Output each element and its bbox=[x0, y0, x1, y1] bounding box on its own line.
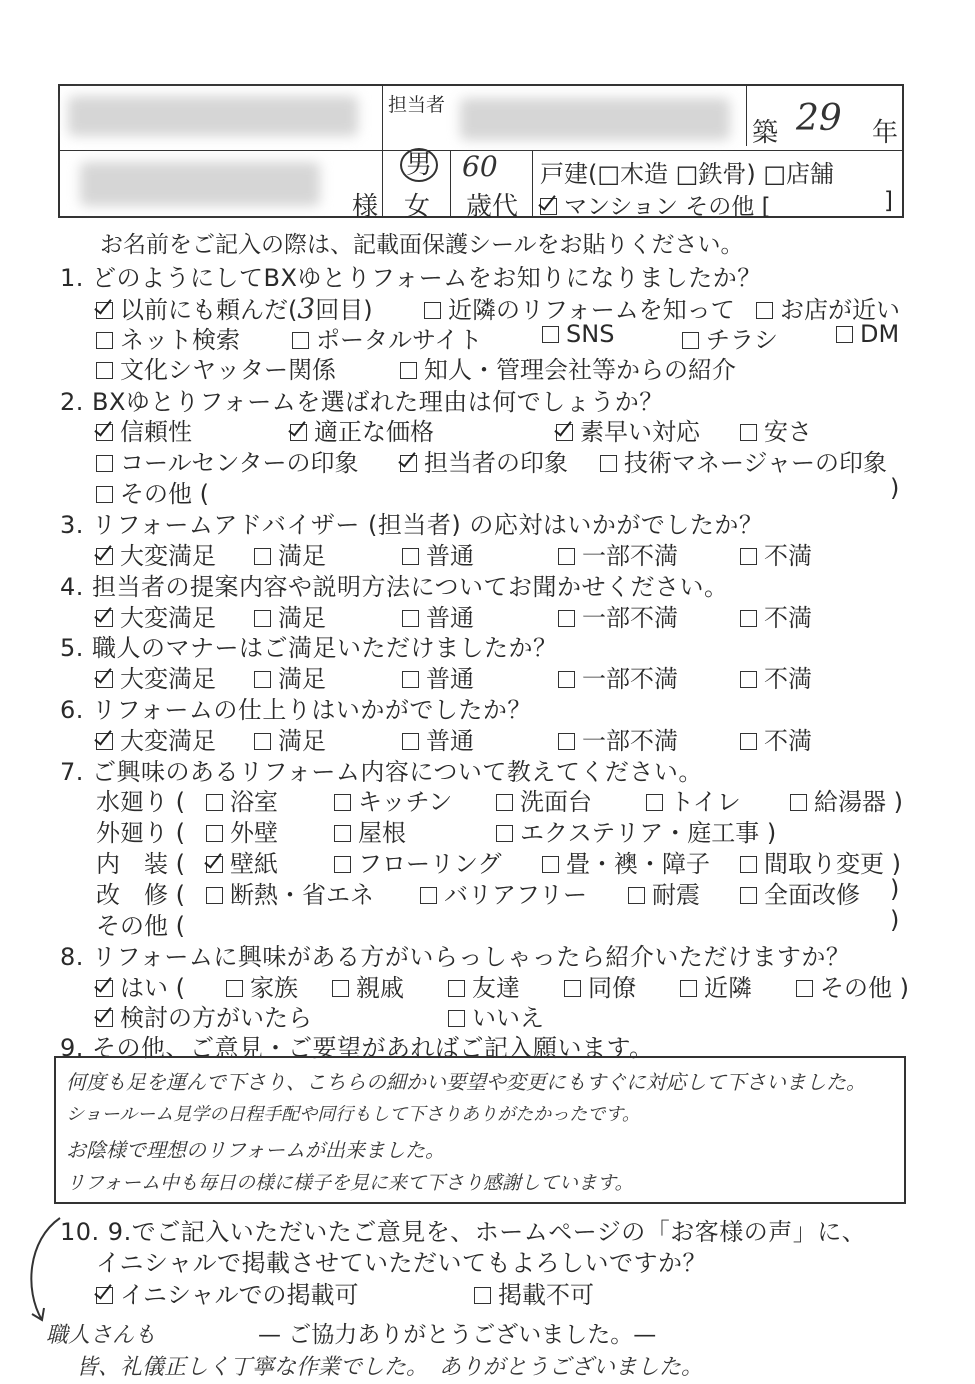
option-label: 一部不満 bbox=[582, 727, 678, 755]
checkbox[interactable] bbox=[254, 733, 271, 750]
checkbox[interactable] bbox=[496, 794, 513, 811]
sama-label: 様 bbox=[352, 192, 379, 222]
q10-option-initial-ok bbox=[96, 1275, 359, 1310]
handwritten-arrow bbox=[20, 1210, 100, 1330]
option-label: 不満 bbox=[764, 604, 812, 632]
q10-title: 10. 9.でご記入いただいたご意見を、ホームページの「お客様の声」に、 bbox=[60, 1218, 867, 1246]
house-type-line2 bbox=[540, 188, 771, 221]
q1-option-dm bbox=[836, 320, 899, 348]
option-label: 安さ bbox=[764, 418, 812, 446]
q1-option-sns bbox=[542, 320, 614, 348]
option-label: 洗面台 bbox=[520, 788, 592, 816]
checkbox[interactable] bbox=[558, 671, 575, 688]
q7-renovation-full bbox=[740, 875, 860, 910]
option-label: 普通 bbox=[426, 542, 474, 570]
option-label: 文化シヤッター関係 bbox=[120, 356, 336, 384]
q6-title: 6. リフォームの仕上りはいかがでしたか？ bbox=[60, 696, 532, 724]
q7-exterior-garden bbox=[496, 813, 776, 848]
comment-line: リフォーム中も毎日の様に様子を見に来て下さり感謝しています。 bbox=[66, 1172, 634, 1194]
q2-title: 2. BXゆとりフォームを選ばれた理由は何でしょうか？ bbox=[60, 388, 664, 416]
q7-interior-layout bbox=[740, 844, 901, 879]
checkbox[interactable] bbox=[254, 548, 271, 565]
checkbox[interactable] bbox=[254, 671, 271, 688]
option-label: 技術マネージャーの印象 bbox=[624, 449, 888, 477]
option-label: 全面改修 bbox=[764, 881, 860, 909]
comment-box[interactable] bbox=[54, 1056, 906, 1204]
checkbox[interactable] bbox=[334, 856, 351, 873]
option-label: 一部不満 bbox=[582, 665, 678, 693]
checkbox[interactable] bbox=[96, 486, 113, 503]
q6-rating-very-satisfied bbox=[96, 721, 216, 756]
option-label: DM bbox=[860, 320, 900, 348]
q7-water-toilet bbox=[646, 782, 741, 817]
q6-rating-partly bbox=[558, 721, 678, 756]
option-label: 屋根 bbox=[358, 819, 406, 847]
year-label: 年 bbox=[872, 118, 899, 148]
checkbox[interactable] bbox=[400, 362, 417, 379]
option-label: 素早い対応 bbox=[580, 418, 700, 446]
option-label: チラシ bbox=[706, 326, 778, 354]
q5-rating-normal bbox=[402, 659, 474, 694]
q7-water-bath bbox=[206, 782, 278, 817]
comment-line: お陰様で理想のリフォームが出来ました。 bbox=[66, 1138, 445, 1162]
checkbox[interactable] bbox=[740, 856, 757, 873]
option-label: 耐震 bbox=[652, 881, 700, 909]
option-label: 満足 bbox=[278, 542, 326, 570]
q8-yes-colleague bbox=[564, 968, 636, 1003]
checkbox[interactable] bbox=[334, 825, 351, 842]
option-label: お店が近い bbox=[780, 296, 900, 324]
checkbox[interactable] bbox=[96, 1010, 113, 1027]
checkbox[interactable] bbox=[628, 887, 645, 904]
checkbox[interactable] bbox=[254, 610, 271, 627]
option-label: コールセンターの印象 bbox=[120, 449, 359, 477]
q5-rating-unsatisfied bbox=[740, 659, 812, 694]
checkbox[interactable] bbox=[96, 980, 113, 997]
age-value: 60 bbox=[462, 150, 498, 183]
checkbox[interactable] bbox=[558, 610, 575, 627]
checkbox[interactable] bbox=[96, 610, 113, 627]
redacted-staff-name bbox=[460, 98, 730, 140]
checkbox[interactable] bbox=[206, 825, 223, 842]
q2-option-tech bbox=[600, 443, 887, 478]
staff-label: 担当者 bbox=[388, 94, 446, 116]
redacted-name bbox=[80, 162, 320, 206]
q3-rating-satisfied bbox=[254, 536, 326, 571]
q1-option-bunka bbox=[96, 350, 336, 385]
checkbox[interactable] bbox=[334, 794, 351, 811]
q5-rating-satisfied bbox=[254, 659, 326, 694]
q3-rating-partly bbox=[558, 536, 678, 571]
q6-rating-normal bbox=[402, 721, 474, 756]
checkbox[interactable] bbox=[496, 825, 513, 842]
option-label: 大変満足 bbox=[120, 542, 216, 570]
gender-female: 女 bbox=[404, 192, 431, 222]
checkbox[interactable] bbox=[402, 733, 419, 750]
option-label: 掲載不可 bbox=[498, 1281, 594, 1309]
option-label: 信頼性 bbox=[120, 418, 192, 446]
comment-line: 何度も足を運んで下さり、こちらの細かい要望や変更にもすぐに対応して下さいました。 bbox=[66, 1070, 866, 1094]
option-label: 親戚 bbox=[356, 974, 404, 1002]
checkbox[interactable] bbox=[206, 794, 223, 811]
option-label: 壁紙 bbox=[230, 850, 278, 878]
checkbox[interactable] bbox=[740, 548, 757, 565]
checkbox[interactable] bbox=[558, 548, 575, 565]
q2-option-price bbox=[290, 412, 434, 447]
divider bbox=[382, 86, 383, 216]
checkbox[interactable] bbox=[96, 302, 113, 319]
checkbox[interactable] bbox=[332, 980, 349, 997]
q2-option-staff bbox=[400, 443, 568, 478]
checkbox[interactable] bbox=[96, 332, 113, 349]
option-label: 近隣 bbox=[704, 974, 752, 1002]
checkbox[interactable] bbox=[558, 733, 575, 750]
checkbox[interactable] bbox=[646, 794, 663, 811]
q7-renovation-barrierfree bbox=[420, 875, 587, 910]
checkbox[interactable] bbox=[402, 671, 419, 688]
option-label: 検討の方がいたら bbox=[120, 1004, 312, 1032]
checkbox[interactable] bbox=[290, 424, 307, 441]
option-label: ネット検索 bbox=[120, 326, 240, 354]
option-label: 普通 bbox=[426, 727, 474, 755]
q7-row-other-label: その他 ( bbox=[96, 912, 185, 940]
q7-water-washbasin bbox=[496, 782, 592, 817]
q8-yes-other bbox=[796, 968, 909, 1003]
q8-yes-relatives bbox=[332, 968, 404, 1003]
q7-row-water-label: 水廻り ( bbox=[96, 788, 185, 816]
q1-title: 1. どのようにしてBXゆとりフォームをお知りになりましたか？ bbox=[60, 264, 762, 292]
checkbox[interactable] bbox=[542, 856, 559, 873]
checkbox[interactable] bbox=[836, 326, 853, 343]
option-label: 普通 bbox=[426, 604, 474, 632]
handwritten-count: 3 bbox=[297, 292, 316, 325]
checkbox[interactable] bbox=[96, 671, 113, 688]
option-label: 近隣のリフォームを知って bbox=[448, 296, 735, 324]
option-label: 畳・襖・障子 bbox=[566, 850, 710, 878]
footnote-line1: 職人さんも bbox=[46, 1323, 157, 1348]
gender-male-circled: 男 bbox=[400, 148, 438, 182]
checkbox[interactable] bbox=[556, 424, 573, 441]
q4-rating-partly bbox=[558, 598, 678, 633]
checkbox[interactable] bbox=[206, 887, 223, 904]
checkbox[interactable] bbox=[474, 1287, 491, 1304]
option-label: 不満 bbox=[764, 727, 812, 755]
q3-rating-unsatisfied bbox=[740, 536, 812, 571]
q7-exterior-roof bbox=[334, 813, 406, 848]
q7-other-close: ) bbox=[890, 906, 900, 934]
q3-title: 3. リフォームアドバイザー (担当者) の応対はいかがでしたか？ bbox=[60, 511, 764, 539]
checkbox[interactable] bbox=[680, 980, 697, 997]
checkbox[interactable] bbox=[796, 980, 813, 997]
thanks-text: — ご協力ありがとうございました。— bbox=[258, 1322, 657, 1348]
q2-option-trust bbox=[96, 412, 192, 447]
checkbox[interactable] bbox=[740, 424, 757, 441]
q7-renovation-insulation bbox=[206, 875, 374, 910]
redacted-address bbox=[68, 96, 358, 136]
checkbox[interactable] bbox=[96, 455, 113, 472]
q9-title: 9. その他、ご意見・ご要望があればご記入願います。 bbox=[60, 1034, 654, 1062]
q7-renovation-quake bbox=[628, 875, 700, 910]
q8-yes-neighbor bbox=[680, 968, 752, 1003]
divider bbox=[532, 150, 533, 216]
option-label: 回目) bbox=[315, 296, 373, 324]
q5-rating-partly bbox=[558, 659, 678, 694]
option-label: SNS bbox=[566, 320, 615, 348]
house-type-line2-text: マンション その他 [ bbox=[564, 194, 771, 220]
checkbox[interactable] bbox=[682, 332, 699, 349]
q2-other-close: ) bbox=[890, 474, 900, 502]
checkbox[interactable] bbox=[756, 302, 773, 319]
option-label: 満足 bbox=[278, 665, 326, 693]
q7-interior-tatami bbox=[542, 844, 710, 879]
q4-rating-unsatisfied bbox=[740, 598, 812, 633]
option-label: 一部不満 bbox=[582, 542, 678, 570]
q1-option-referral bbox=[400, 350, 736, 385]
q10-title-line2: イニシャルで掲載させていただいてもよろしいですか？ bbox=[96, 1249, 708, 1277]
q7-water-heater bbox=[790, 782, 903, 817]
checkbox[interactable] bbox=[206, 856, 223, 873]
q8-title: 8. リフォームに興味がある方がいらっしゃったら紹介いただけますか？ bbox=[60, 943, 851, 971]
option-label: 大変満足 bbox=[120, 604, 216, 632]
option-label: 家族 bbox=[250, 974, 298, 1002]
option-label: フローリング bbox=[358, 850, 502, 878]
q7-exterior-wall bbox=[206, 813, 278, 848]
option-label: 適正な価格 bbox=[314, 418, 434, 446]
checkbox[interactable] bbox=[740, 671, 757, 688]
checkbox[interactable] bbox=[564, 980, 581, 997]
option-label: 給湯器 ) bbox=[814, 788, 903, 816]
option-label: 外壁 bbox=[230, 819, 278, 847]
q10-option-no-publish bbox=[474, 1275, 594, 1310]
footnote-line2: 皆、礼儀正しく丁寧な作業でした。 ありがとうございました。 bbox=[76, 1355, 704, 1380]
q7-row-exterior-label: 外廻り ( bbox=[96, 819, 185, 847]
option-label: バリアフリー bbox=[444, 881, 588, 909]
checkbox[interactable] bbox=[292, 332, 309, 349]
option-label: トイレ bbox=[670, 788, 741, 816]
q4-title: 4. 担当者の提案内容や説明方法についてお聞かせください。 bbox=[60, 573, 729, 601]
option-label: 大変満足 bbox=[120, 665, 216, 693]
checkbox[interactable] bbox=[600, 455, 617, 472]
checkbox[interactable] bbox=[740, 610, 757, 627]
checkbox[interactable] bbox=[402, 548, 419, 565]
option-label: 満足 bbox=[278, 604, 326, 632]
q7-row-renovation-label: 改 修 ( bbox=[96, 881, 185, 909]
checkbox[interactable] bbox=[448, 1010, 465, 1027]
divider bbox=[746, 86, 747, 146]
checkbox[interactable] bbox=[402, 610, 419, 627]
q7-water-kitchen bbox=[334, 782, 452, 817]
checkbox[interactable] bbox=[96, 362, 113, 379]
option-label: 普通 bbox=[426, 665, 474, 693]
q2-option-callcenter bbox=[96, 443, 359, 478]
option-label: いいえ bbox=[472, 1004, 544, 1032]
q7-title: 7. ご興味のあるリフォーム内容について教えてください。 bbox=[60, 758, 703, 786]
comment-line: ショールーム見学の日程手配や同行もして下さりありがたかったです。 bbox=[66, 1104, 640, 1125]
option-label: 以前にも頼んだ( bbox=[120, 296, 298, 324]
checkbox[interactable] bbox=[420, 887, 437, 904]
option-label: 大変満足 bbox=[120, 727, 216, 755]
checkbox[interactable] bbox=[226, 980, 243, 997]
option-label: その他 ) bbox=[820, 974, 909, 1002]
option-label: はい ( bbox=[120, 974, 185, 1002]
option-label: 同僚 bbox=[588, 974, 636, 1002]
divider bbox=[450, 150, 451, 216]
age-suffix: 歳代 bbox=[466, 192, 519, 222]
option-label: 不満 bbox=[764, 542, 812, 570]
checkbox[interactable] bbox=[96, 548, 113, 565]
house-type-bracket: ] bbox=[884, 188, 893, 214]
checkbox[interactable] bbox=[96, 733, 113, 750]
q6-rating-satisfied bbox=[254, 721, 326, 756]
option-label: その他 ( bbox=[120, 480, 209, 508]
q3-rating-very-satisfied bbox=[96, 536, 216, 571]
option-label: 知人・管理会社等からの紹介 bbox=[424, 356, 736, 384]
option-label: ポータルサイト bbox=[316, 326, 483, 354]
checkbox[interactable] bbox=[448, 980, 465, 997]
option-label: 担当者の印象 bbox=[424, 449, 568, 477]
mansion-checkbox[interactable] bbox=[540, 198, 557, 215]
checkbox[interactable] bbox=[400, 455, 417, 472]
q3-rating-normal bbox=[402, 536, 474, 571]
option-label: 友達 bbox=[472, 974, 520, 1002]
q6-rating-unsatisfied bbox=[740, 721, 812, 756]
q7-renovation-close: ) bbox=[890, 875, 900, 903]
option-label: 一部不満 bbox=[582, 604, 678, 632]
house-type-line1: 戸建(□木造 □鉄骨) □店舗 bbox=[540, 160, 835, 188]
option-label: イニシャルでの掲載可 bbox=[120, 1281, 359, 1309]
q5-rating-very-satisfied bbox=[96, 659, 216, 694]
checkbox[interactable] bbox=[96, 424, 113, 441]
option-label: 不満 bbox=[764, 665, 812, 693]
building-age-value: 29 bbox=[796, 98, 842, 139]
checkbox[interactable] bbox=[740, 887, 757, 904]
checkbox[interactable] bbox=[790, 794, 807, 811]
q2-option-other bbox=[96, 474, 209, 509]
option-label: 浴室 bbox=[230, 788, 278, 816]
option-label: 満足 bbox=[278, 727, 326, 755]
checkbox[interactable] bbox=[424, 302, 441, 319]
intro-text: お名前をご記入の際は、記載面保護シールをお貼りください。 bbox=[100, 232, 744, 258]
option-label: 間取り変更 ) bbox=[764, 850, 901, 878]
q2-option-cheap bbox=[740, 412, 812, 447]
building-age-label: 築 bbox=[752, 118, 779, 148]
option-label: 断熱・省エネ bbox=[230, 881, 374, 909]
q7-row-interior-label: 内 装 ( bbox=[96, 850, 185, 878]
q7-interior-wallpaper bbox=[206, 844, 278, 879]
q2-option-speed bbox=[556, 412, 700, 447]
option-label: キッチン bbox=[358, 788, 453, 816]
checkbox[interactable] bbox=[740, 733, 757, 750]
q5-title: 5. 職人のマナーはご満足いただけましたか？ bbox=[60, 634, 558, 662]
option-label: エクステリア・庭工事 ) bbox=[520, 819, 777, 847]
checkbox[interactable] bbox=[542, 326, 559, 343]
q7-interior-flooring bbox=[334, 844, 502, 879]
